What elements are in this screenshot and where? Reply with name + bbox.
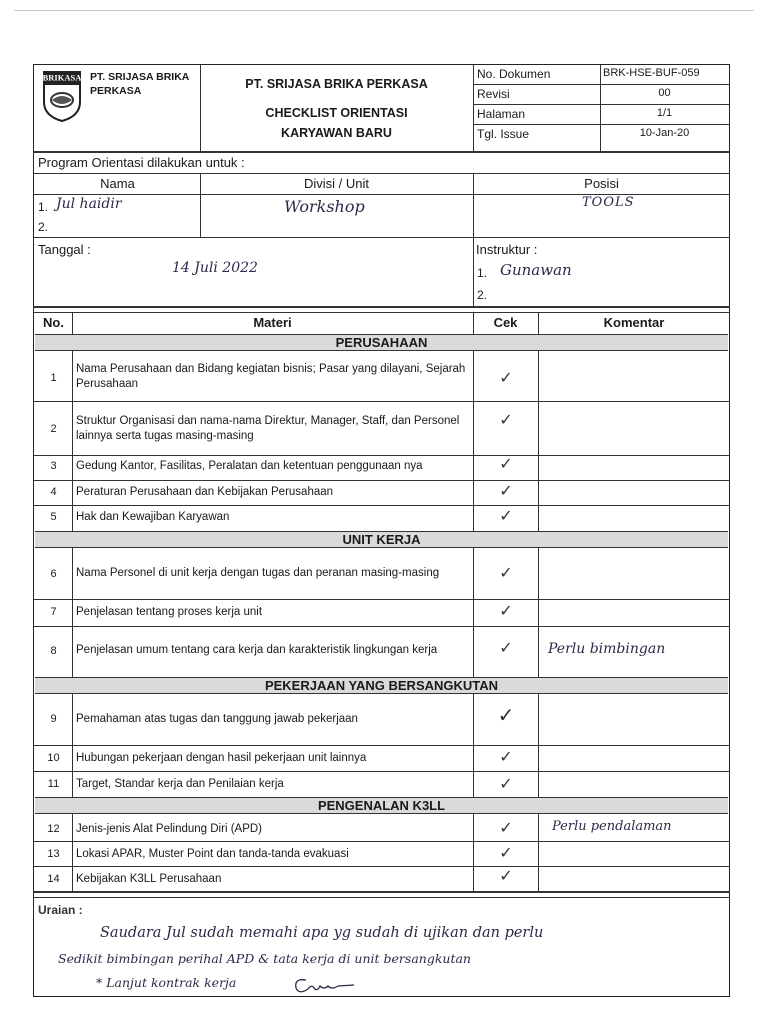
row-materi-7: Penjelasan tentang proses kerja unit — [76, 606, 263, 618]
row-materi-3: Gedung Kantor, Fasilitas, Peralatan dan ketentuan penggunaan nya — [76, 460, 423, 472]
row-materi-13: Lokasi APAR, Muster Point dan tanda-tanda evakuasi — [76, 848, 349, 860]
uraian-label: Uraian : — [38, 903, 83, 917]
section-pekerjaan: PEKERJAAN YANG BERSANGKUTAN — [35, 677, 728, 694]
row-check-9: ✓ — [497, 703, 515, 727]
tanggal-value: 14 Juli 2022 — [172, 260, 258, 276]
row-materi-1: Nama Perusahaan dan Bidang kegiatan bisnis; Pasar yang dilayani, Sejarah Perusahaan — [76, 363, 466, 390]
uraian-line2: Sedikit bimbingan perihal APD & tata kerja di unit bersangkutan — [58, 951, 471, 966]
row-materi-9: Pemahaman atas tugas dan tanggung jawab pekerjaan — [76, 713, 358, 725]
doc-title-line1: CHECKLIST ORIENTASI — [265, 106, 408, 120]
page-top-rule — [14, 10, 754, 11]
row-check-1: ✓ — [499, 368, 513, 387]
row-no-8: 8 — [50, 645, 57, 657]
meta-label-halaman: Halaman — [477, 107, 526, 121]
row-check-2: ✓ — [499, 410, 513, 429]
row-no-2: 2 — [50, 423, 57, 435]
row-check-14: ✓ — [499, 866, 513, 885]
row-check-12: ✓ — [499, 818, 513, 837]
meta-label-revisi: Revisi — [477, 87, 510, 101]
col-komentar: Komentar — [603, 315, 665, 330]
row-materi-5: Hak dan Kewajiban Karyawan — [76, 511, 230, 523]
section-k3ll: PENGENALAN K3LL — [35, 797, 728, 814]
row-no-6: 6 — [50, 568, 57, 580]
divisi-value-1: Workshop — [284, 197, 365, 216]
row-materi-11: Target, Standar kerja dan Penilaian kerja — [76, 778, 284, 790]
col-nama: Nama — [100, 176, 135, 191]
tanggal-label: Tanggal : — [38, 242, 91, 257]
row-check-4: ✓ — [499, 481, 513, 500]
instruktur-label: Instruktur : — [476, 242, 538, 257]
row-komentar-12: Perlu pendalaman — [552, 819, 672, 834]
company-logo — [42, 70, 82, 122]
col-divisi: Divisi / Unit — [303, 176, 369, 191]
row-no-10: 10 — [47, 752, 60, 764]
company-name-left: PT. SRIJASA BRIKA PERKASA — [90, 71, 189, 97]
meta-value-no-dokumen: BRK-HSE-BUF-059 — [603, 67, 700, 79]
row-materi-12: Jenis-jenis Alat Pelindung Diri (APD) — [76, 823, 262, 835]
row-no-3: 3 — [50, 460, 57, 472]
row-no-4: 4 — [50, 486, 57, 498]
nama-row1-prefix: 1. — [38, 200, 49, 214]
instruktur-value-1: Gunawan — [500, 261, 572, 279]
row-no-9: 9 — [50, 713, 57, 725]
row-check-13: ✓ — [499, 843, 513, 862]
row-no-12: 12 — [47, 823, 60, 835]
row-komentar-8: Perlu bimbingan — [548, 641, 666, 657]
row-check-11: ✓ — [499, 774, 513, 793]
section-unit-kerja: UNIT KERJA — [35, 531, 728, 548]
row-materi-10: Hubungan pekerjaan dengan hasil pekerjaan unit lainnya — [76, 752, 367, 764]
col-cek: Cek — [493, 315, 518, 330]
meta-value-halaman: 1/1 — [656, 107, 673, 119]
nama-value-1: Jul haidir — [56, 196, 122, 212]
posisi-value-1: TOOLS — [582, 195, 635, 210]
row-no-7: 7 — [50, 606, 57, 618]
meta-label-tgl-issue: Tgl. Issue — [477, 127, 530, 141]
doc-title-line2: KARYAWAN BARU — [281, 126, 392, 140]
row-materi-2: Struktur Organisasi dan nama-nama Direktur, Manager, Staff, dan Personel lainnya serta tugas masing-masing — [76, 415, 460, 442]
instruktur-row1-prefix: 1. — [477, 266, 488, 280]
col-no: No. — [43, 315, 64, 330]
row-check-5: ✓ — [499, 506, 513, 525]
meta-value-tgl-issue: 10-Jan-20 — [639, 127, 690, 139]
uraian-line1: Saudara Jul sudah memahi apa yg sudah di ujikan dan perlu — [100, 925, 544, 941]
col-posisi: Posisi — [584, 176, 619, 191]
row-no-14: 14 — [47, 873, 60, 885]
row-materi-6: Nama Personel di unit kerja dengan tugas dan peranan masing-masing — [76, 567, 440, 579]
row-materi-14: Kebijakan K3LL Perusahaan — [76, 873, 222, 885]
company-name-center: PT. SRIJASA BRIKA PERKASA — [245, 77, 428, 91]
row-no-5: 5 — [50, 511, 57, 523]
row-check-3: ✓ — [499, 454, 513, 473]
section-perusahaan: PERUSAHAAN — [35, 334, 728, 351]
row-no-13: 13 — [47, 848, 60, 860]
row-materi-4: Peraturan Perusahaan dan Kebijakan Perusahaan — [76, 486, 334, 498]
row-materi-8: Penjelasan umum tentang cara kerja dan karakteristik lingkungan kerja — [76, 644, 438, 656]
row-no-11: 11 — [47, 778, 60, 790]
row-check-7: ✓ — [499, 601, 513, 620]
meta-label-no-dokumen: No. Dokumen — [477, 67, 551, 81]
col-materi: Materi — [253, 315, 292, 330]
row-check-8: ✓ — [499, 638, 513, 657]
instruktur-row2-prefix: 2. — [477, 288, 488, 302]
row-no-1: 1 — [50, 372, 57, 384]
program-label: Program Orientasi dilakukan untuk : — [38, 155, 245, 170]
row-check-6: ✓ — [499, 563, 513, 582]
uraian-line3: * Lanjut kontrak kerja — [96, 975, 237, 990]
meta-value-revisi: 00 — [658, 87, 671, 99]
logo-text: BRIKASA — [42, 72, 82, 83]
nama-row2-prefix: 2. — [38, 220, 49, 234]
signature-mark — [292, 974, 362, 996]
row-check-10: ✓ — [499, 747, 513, 766]
